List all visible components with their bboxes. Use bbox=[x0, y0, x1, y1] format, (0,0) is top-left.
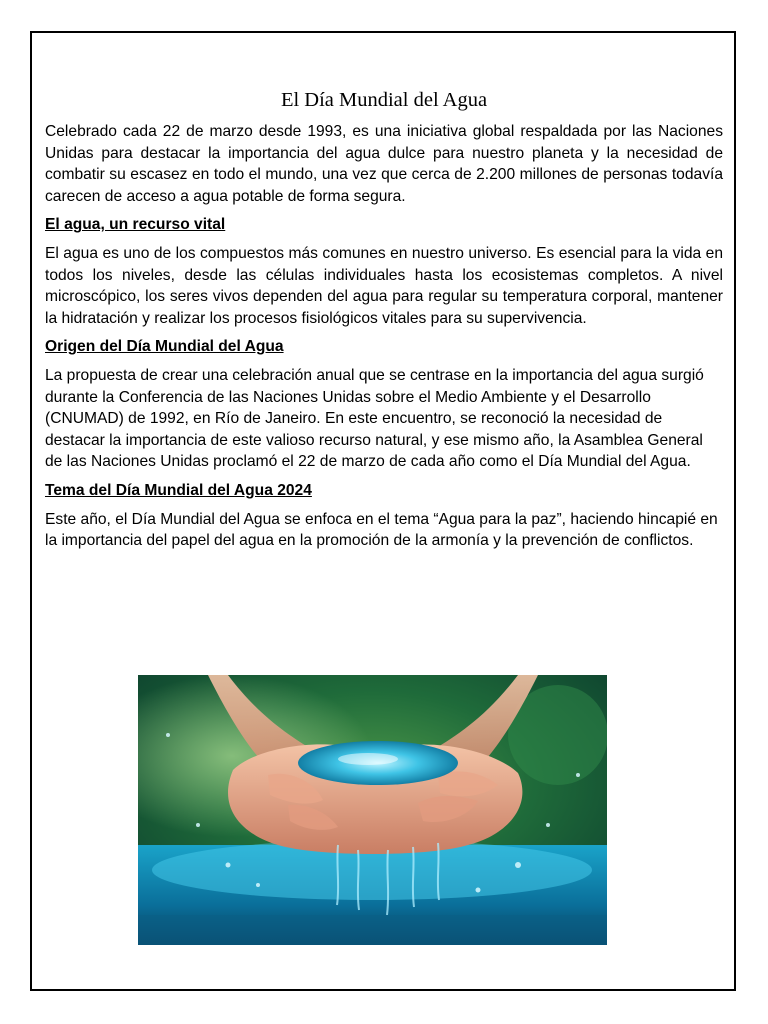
section-heading-tema-2024: Tema del Día Mundial del Agua 2024 bbox=[45, 481, 312, 499]
section-heading-origen: Origen del Día Mundial del Agua bbox=[45, 338, 284, 356]
section-text-recurso-vital: El agua es uno de los compuestos más comunes en nuestro universo. Es esencial para la vida en todos los niveles, desde las células individuales hasta los ecosistemas completos. A nivel microscópico, los seres vivos dependen del agua para regular su temperatura corporal, mantener la hidratación y realizar los procesos fisiológicos vitales para su supervivencia. bbox=[45, 244, 723, 327]
document-title: El Día Mundial del Agua bbox=[280, 89, 488, 111]
intro-paragraph: Celebrado cada 22 de marzo desde 1993, es una iniciativa global respaldada por las Naciones Unidas para destacar la importancia del agua dulce para nuestro planeta y la necesidad de combatir su escasez en todo el mundo, una vez que cerca de 2.200 millones de personas todavía carecen de acceso a agua potable de forma segura. bbox=[45, 123, 723, 205]
cupped-hands-water-photo bbox=[138, 675, 607, 945]
document-body bbox=[45, 86, 723, 559]
section-text-tema-2024: Este año, el Día Mundial del Agua se enfoca en el tema “Agua para la paz”, haciendo hincapié en la importancia del papel del agua en la promoción de la armonía y la prevención de conflictos. bbox=[45, 510, 718, 550]
section-heading-recurso-vital: El agua, un recurso vital bbox=[45, 216, 226, 234]
section-text-origen: La propuesta de crear una celebración anual que se centrase en la importancia del agua surgió durante la Conferencia de las Naciones Unidas sobre el Medio Ambiente y el Desarrollo (CNUMAD) de 1992, en Río de Janeiro. En este encuentro, se reconoció la necesidad de destacar la importancia de este valioso recurso natural, y ese mismo año, la Asamblea General de las Naciones Unidas proclamó el 22 de marzo de cada año como el Día Mundial del Agua. bbox=[45, 366, 704, 471]
